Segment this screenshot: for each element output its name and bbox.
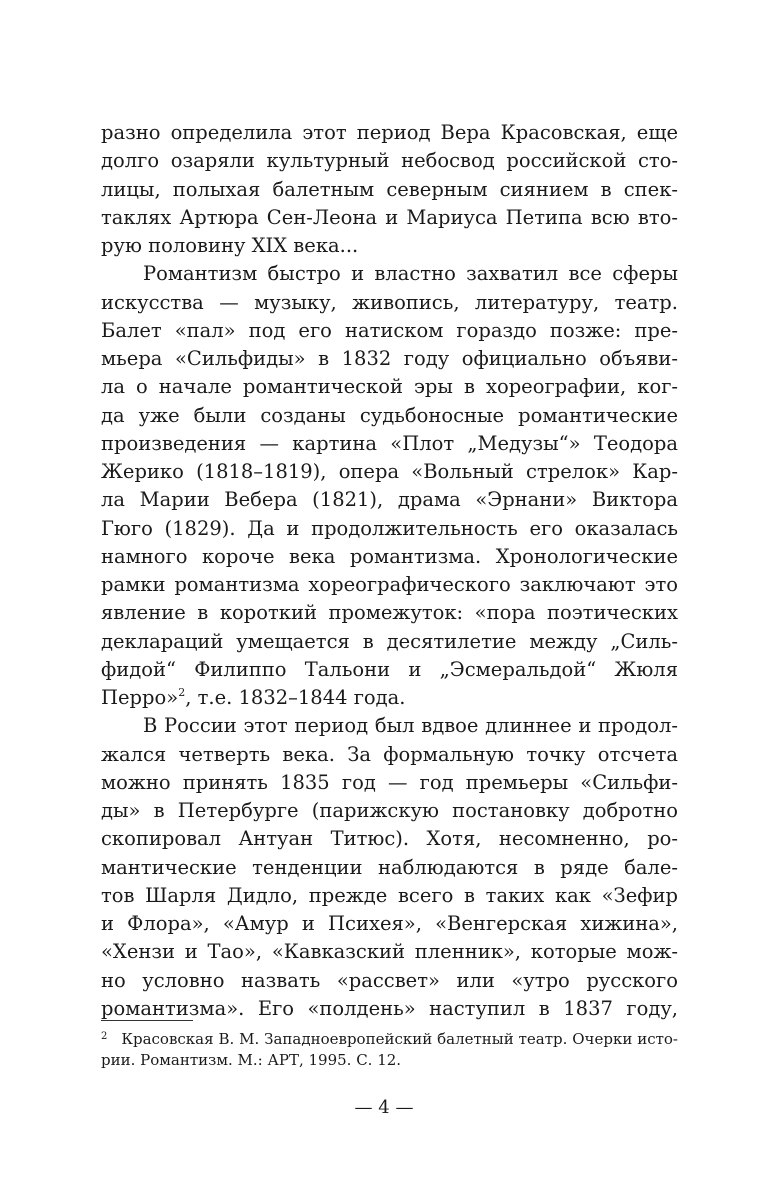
text-line: рую половину XIX века...	[101, 234, 359, 257]
text-line: но условно назвать «рассвет» или «утро русского	[101, 968, 678, 992]
text-line: явление в короткий промежуток: «пора поэтических	[101, 601, 678, 625]
text-line: можно принять 1835 год — год премьеры «Сильфи-	[101, 770, 678, 794]
text-line: и Флора», «Амур и Психея», «Венгерская хижина»,	[101, 912, 678, 935]
text-fragment: , т.е. 1832–1844 года.	[185, 686, 406, 709]
page-number: — 4 —	[354, 1097, 414, 1118]
footnote-line	[101, 1025, 678, 1049]
text-line: тов Шарля Дидло, прежде всего в таких как «Зефир	[101, 883, 678, 907]
text-line: Жерико (1818–1819), опера «Вольный стрелок» Кар-	[101, 460, 678, 483]
text-line: скопировал Антуан Титюс). Хотя, несомненно, ро-	[101, 827, 678, 851]
text-line	[101, 684, 678, 712]
footnote	[101, 1025, 678, 1072]
text-line: разно определила этот период Вера Красовская, еще	[101, 121, 678, 144]
text-line: В России этот период был вдвое длиннее и продол-	[143, 714, 678, 738]
footnote-mark: 2	[101, 1031, 108, 1042]
text-line: произведения — картина «Плот „Медузы“» Теодора	[101, 431, 678, 455]
text-line: Балет «пал» под его натиском гораздо позже: пре-	[101, 318, 678, 342]
text-line: «Хензи и Тао», «Кавказский пленник», которые мож-	[101, 940, 678, 964]
text-line: мантические тенденции наблюдаются в ряде бале-	[101, 855, 678, 879]
main-text	[101, 119, 678, 1023]
text-line: жался четверть века. За формальную точку отсчета	[101, 742, 678, 766]
text-line: ла о начале романтической эры в хореографии, ког-	[101, 375, 678, 399]
text-line: ла Марии Вебера (1821), драма «Эрнани» Виктора	[101, 488, 678, 512]
text-line: ды» в Петербурге (парижскую постановку добротно	[101, 799, 678, 822]
text-line: романтизма». Его «полдень» наступил в 1837 году,	[101, 996, 678, 1020]
text-line: искусства — музыку, живопись, литературу, театр.	[101, 290, 678, 314]
footnote-text: Красовская В. М. Западноевропейский балетный театр. Очерки исто-	[121, 1030, 678, 1048]
text-line: таклях Артюра Сен-Леона и Мариуса Петипа всю вто-	[101, 205, 678, 229]
text-line: лицы, полыхая балетным северным сиянием в спек-	[101, 177, 678, 201]
text-line: деклараций умещается в десятилетие между „Силь-	[101, 629, 678, 653]
text-fragment: Перро»	[101, 686, 179, 709]
footnote-reference: 2	[178, 686, 186, 699]
text-line: фидой“ Филиппо Тальони и „Эсмеральдой“ Жюля	[101, 657, 678, 681]
text-line: мьера «Сильфиды» в 1832 году официально объяви-	[101, 347, 678, 370]
text-line: рамки романтизма хореографического заключают это	[101, 573, 678, 596]
footnote-line: рии. Романтизм. М.: АРТ, 1995. С. 12.	[101, 1050, 402, 1069]
text-line: да уже были созданы судьбоносные романтические	[101, 403, 678, 427]
text-line: намного короче века романтизма. Хронологические	[101, 544, 678, 568]
footnote-divider	[101, 1020, 193, 1021]
text-line: Гюго (1829). Да и продолжительность его оказалась	[101, 516, 678, 540]
text-line: долго озаряли культурный небосвод российской сто-	[101, 149, 678, 173]
text-line: Романтизм быстро и властно захватил все сферы	[143, 262, 678, 286]
